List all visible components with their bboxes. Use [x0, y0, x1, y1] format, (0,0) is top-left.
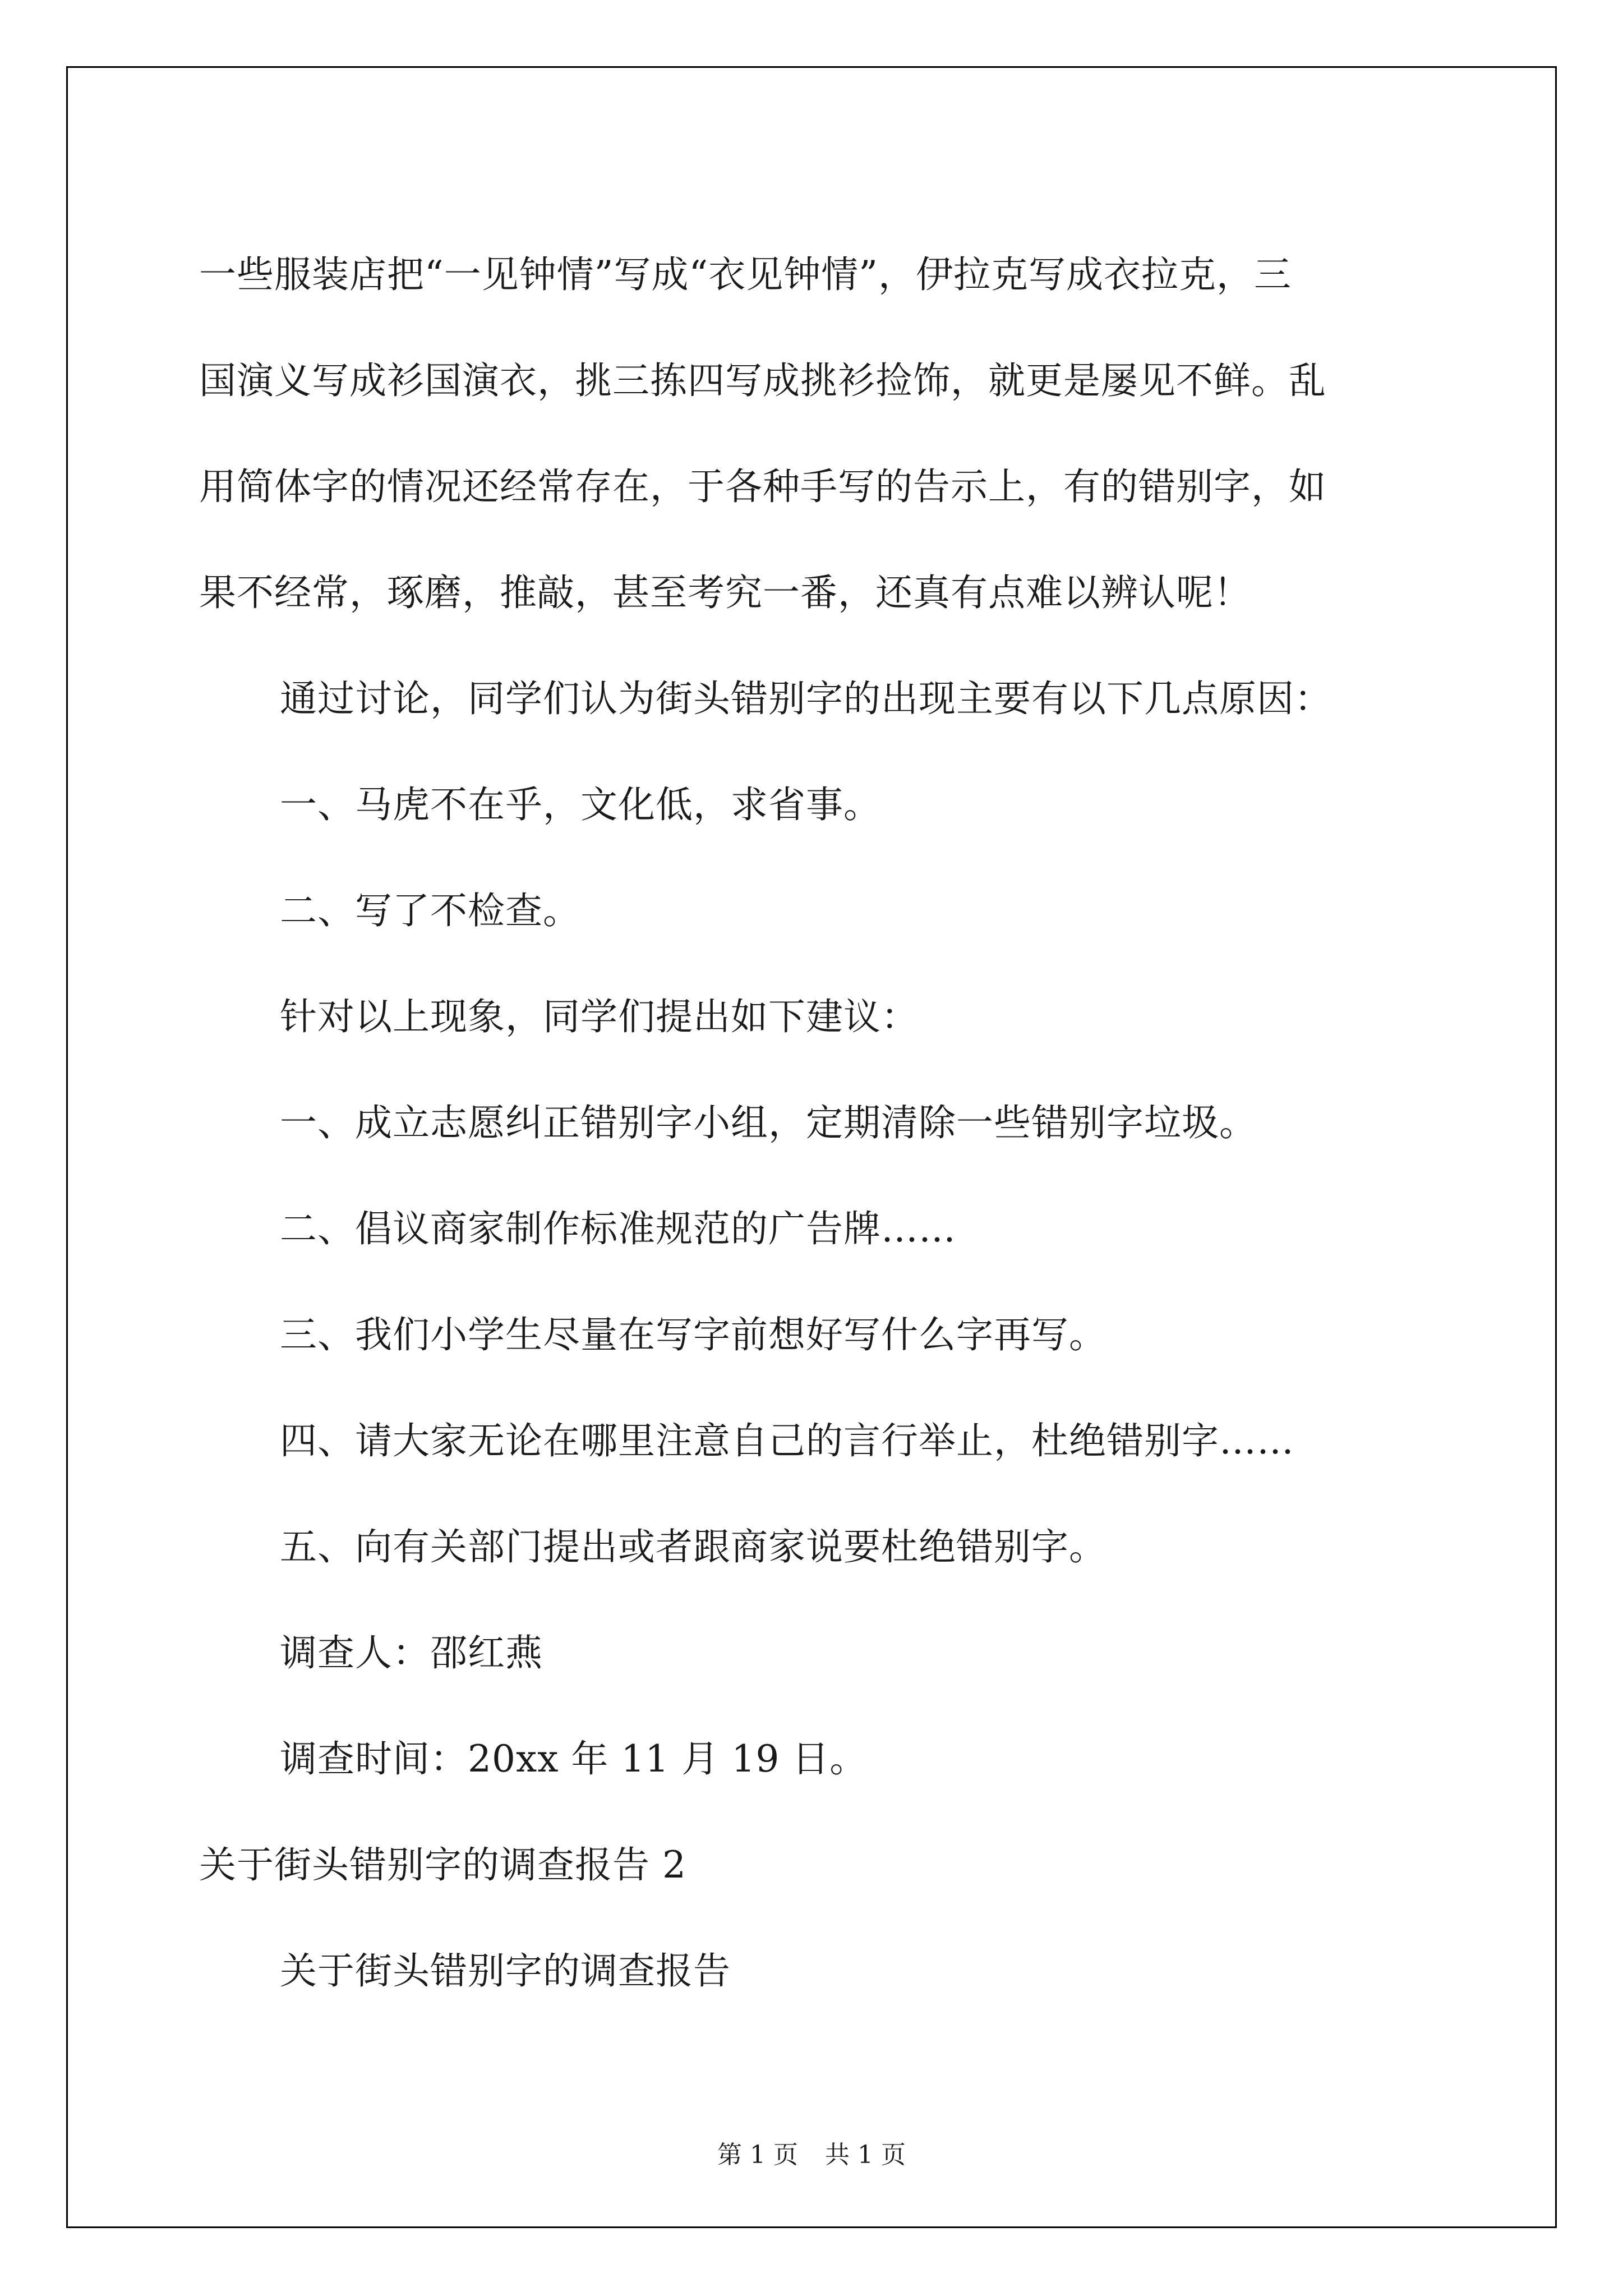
suggestion-item: 五、向有关部门提出或者跟商家说要杜绝错别字。 [280, 1525, 1106, 1568]
report-title: 关于街头错别字的调查报告 [280, 1949, 731, 1993]
paragraph-line: 一些服装店把“一见钟情”写成“衣见钟情”，伊拉克写成衣拉克，三 [199, 253, 1292, 296]
suggestion-item: 一、成立志愿纠正错别字小组，定期清除一些错别字垃圾。 [280, 1101, 1257, 1144]
suggestion-item: 四、请大家无论在哪里注意自己的言行举止，杜绝错别字…… [280, 1419, 1294, 1462]
suggestion-item: 三、我们小学生尽量在写字前想好写什么字再写。 [280, 1313, 1106, 1356]
document-body [199, 222, 1436, 2024]
investigator-line: 调查人：邵红燕 [280, 1631, 543, 1674]
paragraph-line: 国演义写成衫国演衣，挑三拣四写成挑衫捡饰，就更是屡见不鲜。乱 [199, 359, 1326, 402]
page-footer [0, 2138, 1623, 2172]
paragraph-line: 通过讨论，同学们认为街头错别字的出现主要有以下几点原因： [280, 677, 1332, 720]
reason-item: 一、马虎不在乎，文化低，求省事。 [280, 783, 881, 826]
paragraph-line: 用简体字的情况还经常存在，于各种手写的告示上，有的错别字，如 [199, 465, 1326, 508]
page-number-current: 第 1 页 [717, 2141, 798, 2169]
paragraph-line: 果不经常，琢磨，推敲，甚至考究一番，还真有点难以辨认呢！ [199, 571, 1251, 614]
investigation-date-line: 调查时间：20xx 年 11 月 19 日。 [280, 1737, 868, 1780]
section-heading: 关于街头错别字的调查报告 2 [199, 1843, 686, 1887]
suggestion-item: 二、倡议商家制作标准规范的广告牌…… [280, 1207, 956, 1250]
reason-item: 二、写了不检查。 [280, 889, 580, 932]
paragraph-line: 针对以上现象，同学们提出如下建议： [280, 995, 919, 1038]
page-number-total: 共 1 页 [825, 2141, 906, 2169]
